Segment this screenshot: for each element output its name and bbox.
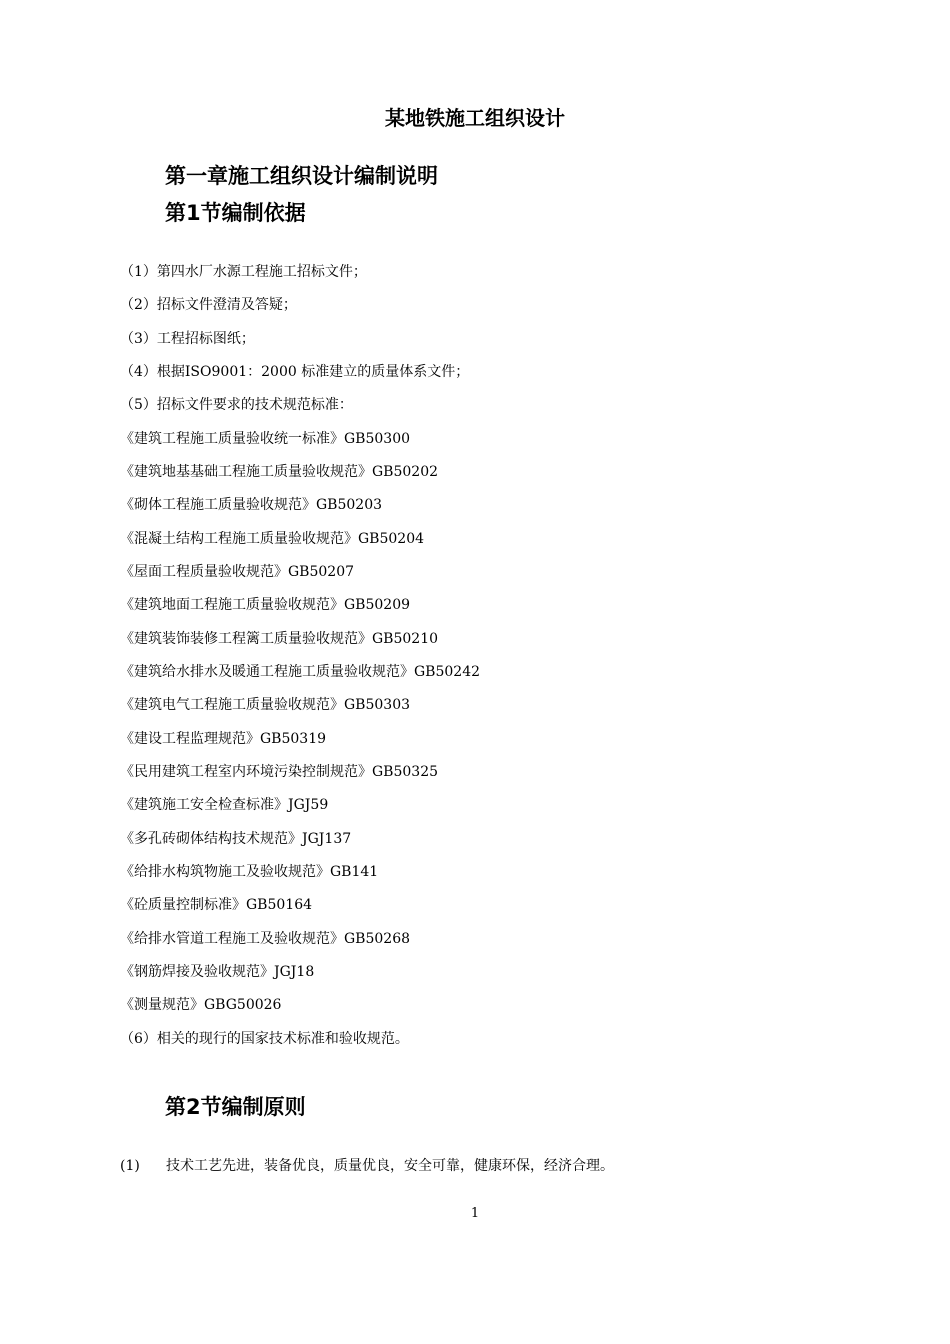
standard-item: 《钢筋焊接及验收规范》JGJ18	[120, 964, 315, 980]
basis-item: （5）招标文件要求的技术规范标准：	[120, 397, 353, 413]
standard-item: 《给排水管道工程施工及验收规范》GB50268	[120, 931, 411, 947]
standard-item: 《建设工程监理规范》GB50319	[120, 731, 327, 747]
standard-item: 《砼质量控制标准》GB50164	[120, 897, 313, 913]
basis-item: （3）工程招标图纸；	[120, 331, 255, 347]
chapter-heading: 第一章施工组织设计编制说明	[165, 164, 438, 188]
standard-item: 《建筑工程施工质量验收统一标准》GB50300	[120, 431, 411, 447]
standard-item: 《建筑电气工程施工质量验收规范》GB50303	[120, 697, 411, 713]
section-heading-basis: 第1节编制依据	[165, 201, 306, 225]
standard-item: 《给排水构筑物施工及验收规范》GB141	[120, 864, 379, 880]
standard-item: 《建筑装饰装修工程篱工质量验收规范》GB50210	[120, 631, 439, 647]
principle-number: (1)	[120, 1158, 140, 1174]
standard-item: 《测量规范》GBG50026	[120, 997, 282, 1013]
basis-item: （4）根据ISO9001：2000 标准建立的质量体系文件；	[120, 364, 470, 380]
section-heading-principles: 第2节编制原则	[165, 1095, 306, 1119]
basis-item: （2）招标文件澄清及答疑；	[120, 297, 297, 313]
standard-item: 《建筑地基基础工程施工质量验收规范》GB50202	[120, 464, 439, 480]
standard-item: 《民用建筑工程室内环境污染控制规范》GB50325	[120, 764, 439, 780]
standard-item: 《建筑给水排水及暖通工程施工质量验收规范》GB50242	[120, 664, 481, 680]
standard-item: 《多孔砖砌体结构技术规范》JGJ137	[120, 831, 352, 847]
standard-item: 《建筑施工安全检查标准》JGJ59	[120, 797, 329, 813]
standard-item: 《建筑地面工程施工质量验收规范》GB50209	[120, 597, 411, 613]
principle-item	[120, 1156, 614, 1176]
basis-item: （6）相关的现行的国家技术标准和验收规范。	[120, 1031, 409, 1047]
principle-text: 技术工艺先进，装备优良，质量优良，安全可靠，健康环保，经济合理。	[166, 1158, 614, 1174]
standard-item: 《混凝土结构工程施工质量验收规范》GB50204	[120, 531, 425, 547]
basis-item: （1）第四水厂水源工程施工招标文件；	[120, 264, 367, 280]
standard-item: 《屋面工程质量验收规范》GB50207	[120, 564, 355, 580]
standard-item: 《砌体工程施工质量验收规范》GB50203	[120, 497, 383, 513]
page-number: 1	[470, 1206, 480, 1221]
document-title: 某地铁施工组织设计	[385, 106, 565, 130]
